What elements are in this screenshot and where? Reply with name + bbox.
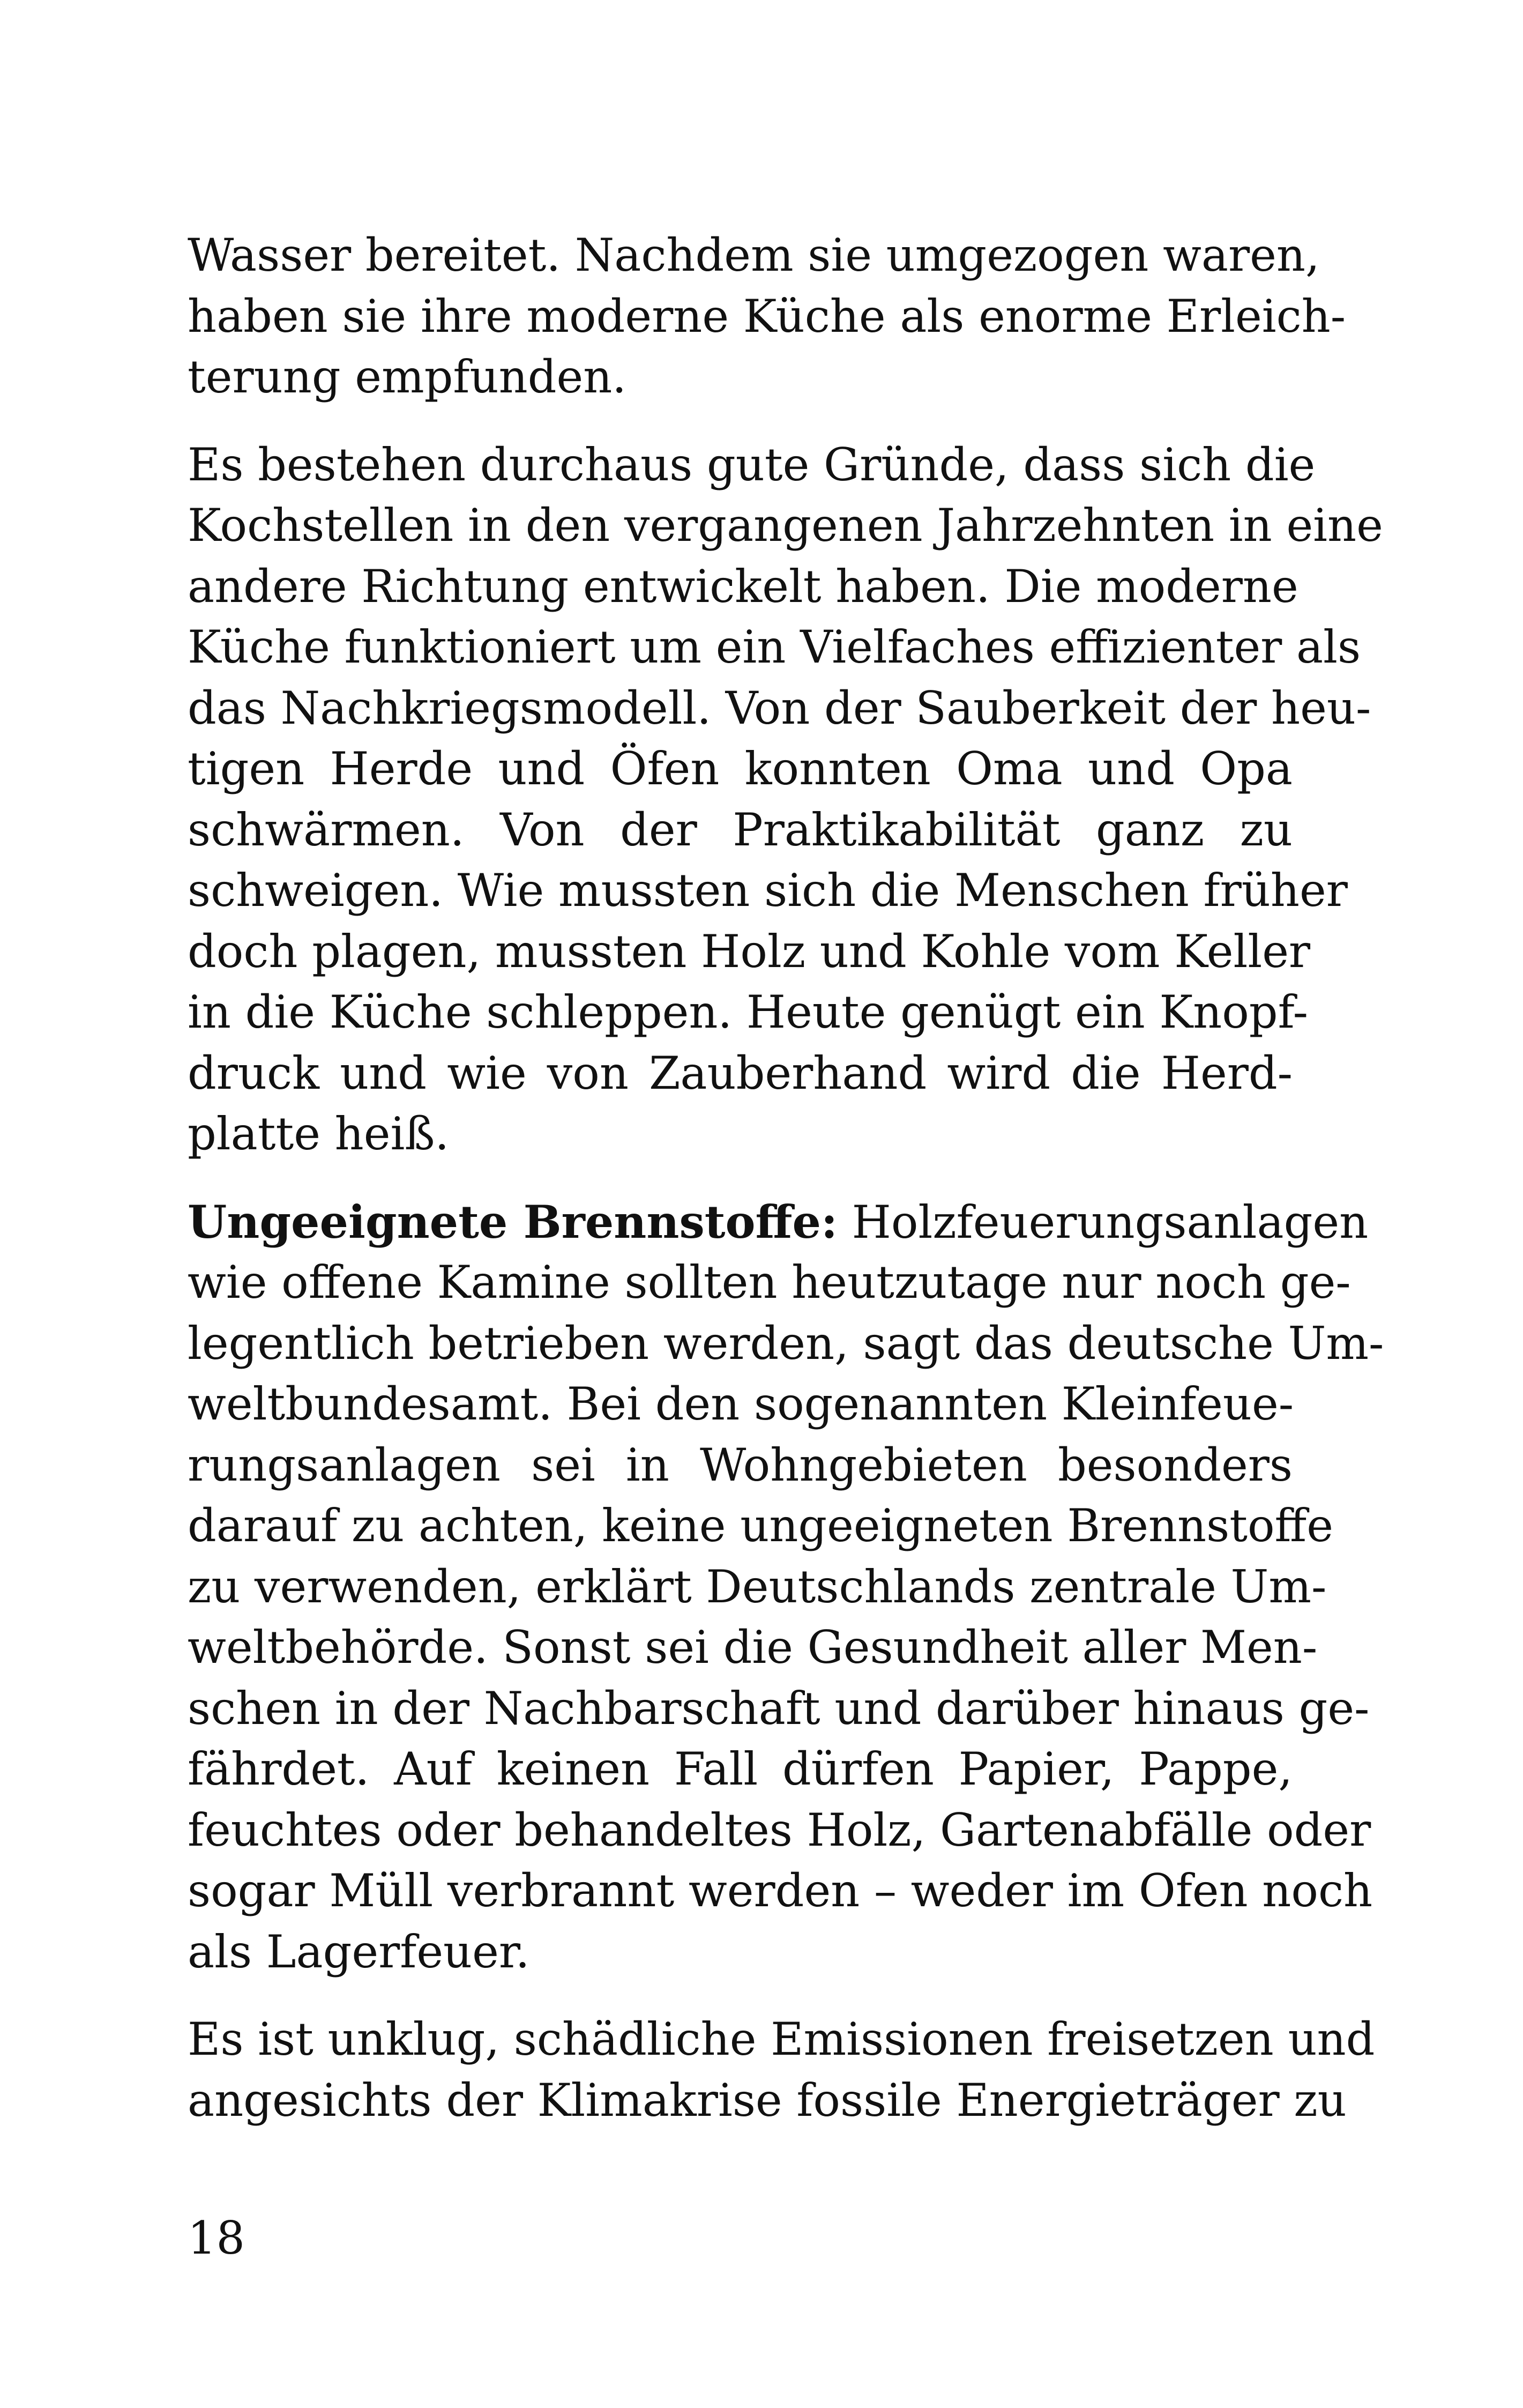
paragraph-gap bbox=[188, 1982, 1293, 2009]
paragraph-3 bbox=[188, 1192, 1384, 1983]
text-line: haben sie ihre moderne Küche als enorme Erleich- bbox=[188, 289, 1346, 343]
text-line: Es bestehen durchaus gute Gründe, dass sich die bbox=[188, 438, 1316, 491]
text-line: doch plagen, mussten Holz und Kohle vom Keller bbox=[188, 925, 1311, 978]
text-line: sogar Müll verbrannt werden – weder im Ofen noch bbox=[188, 1864, 1373, 1917]
text-line: terung empfunden. bbox=[188, 351, 626, 403]
section-heading: Ungeeignete Brennstoffe: bbox=[188, 1195, 838, 1248]
text-line: feuchtes oder behandeltes Holz, Gartenabfälle oder bbox=[188, 1803, 1371, 1856]
paragraph-1 bbox=[188, 225, 1346, 408]
text-line: legentlich betrieben werden, sagt das deutsche Um- bbox=[188, 1317, 1384, 1370]
text-line: Es ist unklug, schädliche Emissionen freisetzen und bbox=[188, 2013, 1375, 2065]
text-line: wie offene Kamine sollten heutzutage nur noch ge- bbox=[188, 1256, 1351, 1309]
text-line: angesichts der Klimakrise fossile Energieträger zu bbox=[188, 2073, 1347, 2127]
text-line: als Lagerfeuer. bbox=[188, 1925, 530, 1978]
text-line: weltbundesamt. Bei den sogenannten Kleinfeue- bbox=[188, 1378, 1294, 1430]
text-line: Wasser bereitet. Nachdem sie umgezogen waren, bbox=[188, 229, 1320, 281]
text-line: andere Richtung entwickelt haben. Die moderne bbox=[188, 560, 1298, 613]
page-number: 18 bbox=[188, 2212, 245, 2264]
heading-line-rest: Holzfeuerungsanlagen bbox=[852, 1195, 1369, 1248]
paragraph-gap bbox=[188, 1165, 1293, 1192]
paragraph-2 bbox=[188, 435, 1383, 1165]
text-line: weltbehörde. Sonst sei die Gesundheit aller Men- bbox=[188, 1621, 1318, 1674]
text-line: druck und wie von Zauberhand wird die Herd- bbox=[188, 1046, 1293, 1099]
text-line: darauf zu achten, keine ungeeigneten Brennstoffe bbox=[188, 1499, 1333, 1552]
text-line: das Nachkriegsmodell. Von der Sauberkeit der heu- bbox=[188, 681, 1371, 734]
text-line: in die Küche schleppen. Heute genügt ein Knopf- bbox=[188, 986, 1309, 1038]
text-line: schwärmen. Von der Praktikabilität ganz zu bbox=[188, 803, 1293, 856]
body-text bbox=[188, 225, 1384, 2131]
text-line: schen in der Nachbarschaft und darüber hinaus ge- bbox=[188, 1682, 1370, 1735]
text-line: Kochstellen in den vergangenen Jahrzehnten in eine bbox=[188, 499, 1383, 552]
text-line: rungsanlagen sei in Wohngebieten besonders bbox=[188, 1438, 1293, 1491]
text-line: schweigen. Wie mussten sich die Menschen früher bbox=[188, 864, 1348, 917]
text-line: platte heiß. bbox=[188, 1108, 450, 1160]
text-line: zu verwenden, erklärt Deutschlands zentrale Um- bbox=[188, 1560, 1327, 1613]
paragraph-4 bbox=[188, 2009, 1375, 2131]
paragraph-gap bbox=[188, 408, 1293, 435]
text-line: Küche funktioniert um ein Vielfaches effizienter als bbox=[188, 621, 1361, 673]
text-line: fährdet. Auf keinen Fall dürfen Papier, Pappe, bbox=[188, 1743, 1293, 1795]
text-line: tigen Herde und Öfen konnten Oma und Opa bbox=[188, 742, 1293, 795]
text-line bbox=[188, 1192, 1369, 1253]
